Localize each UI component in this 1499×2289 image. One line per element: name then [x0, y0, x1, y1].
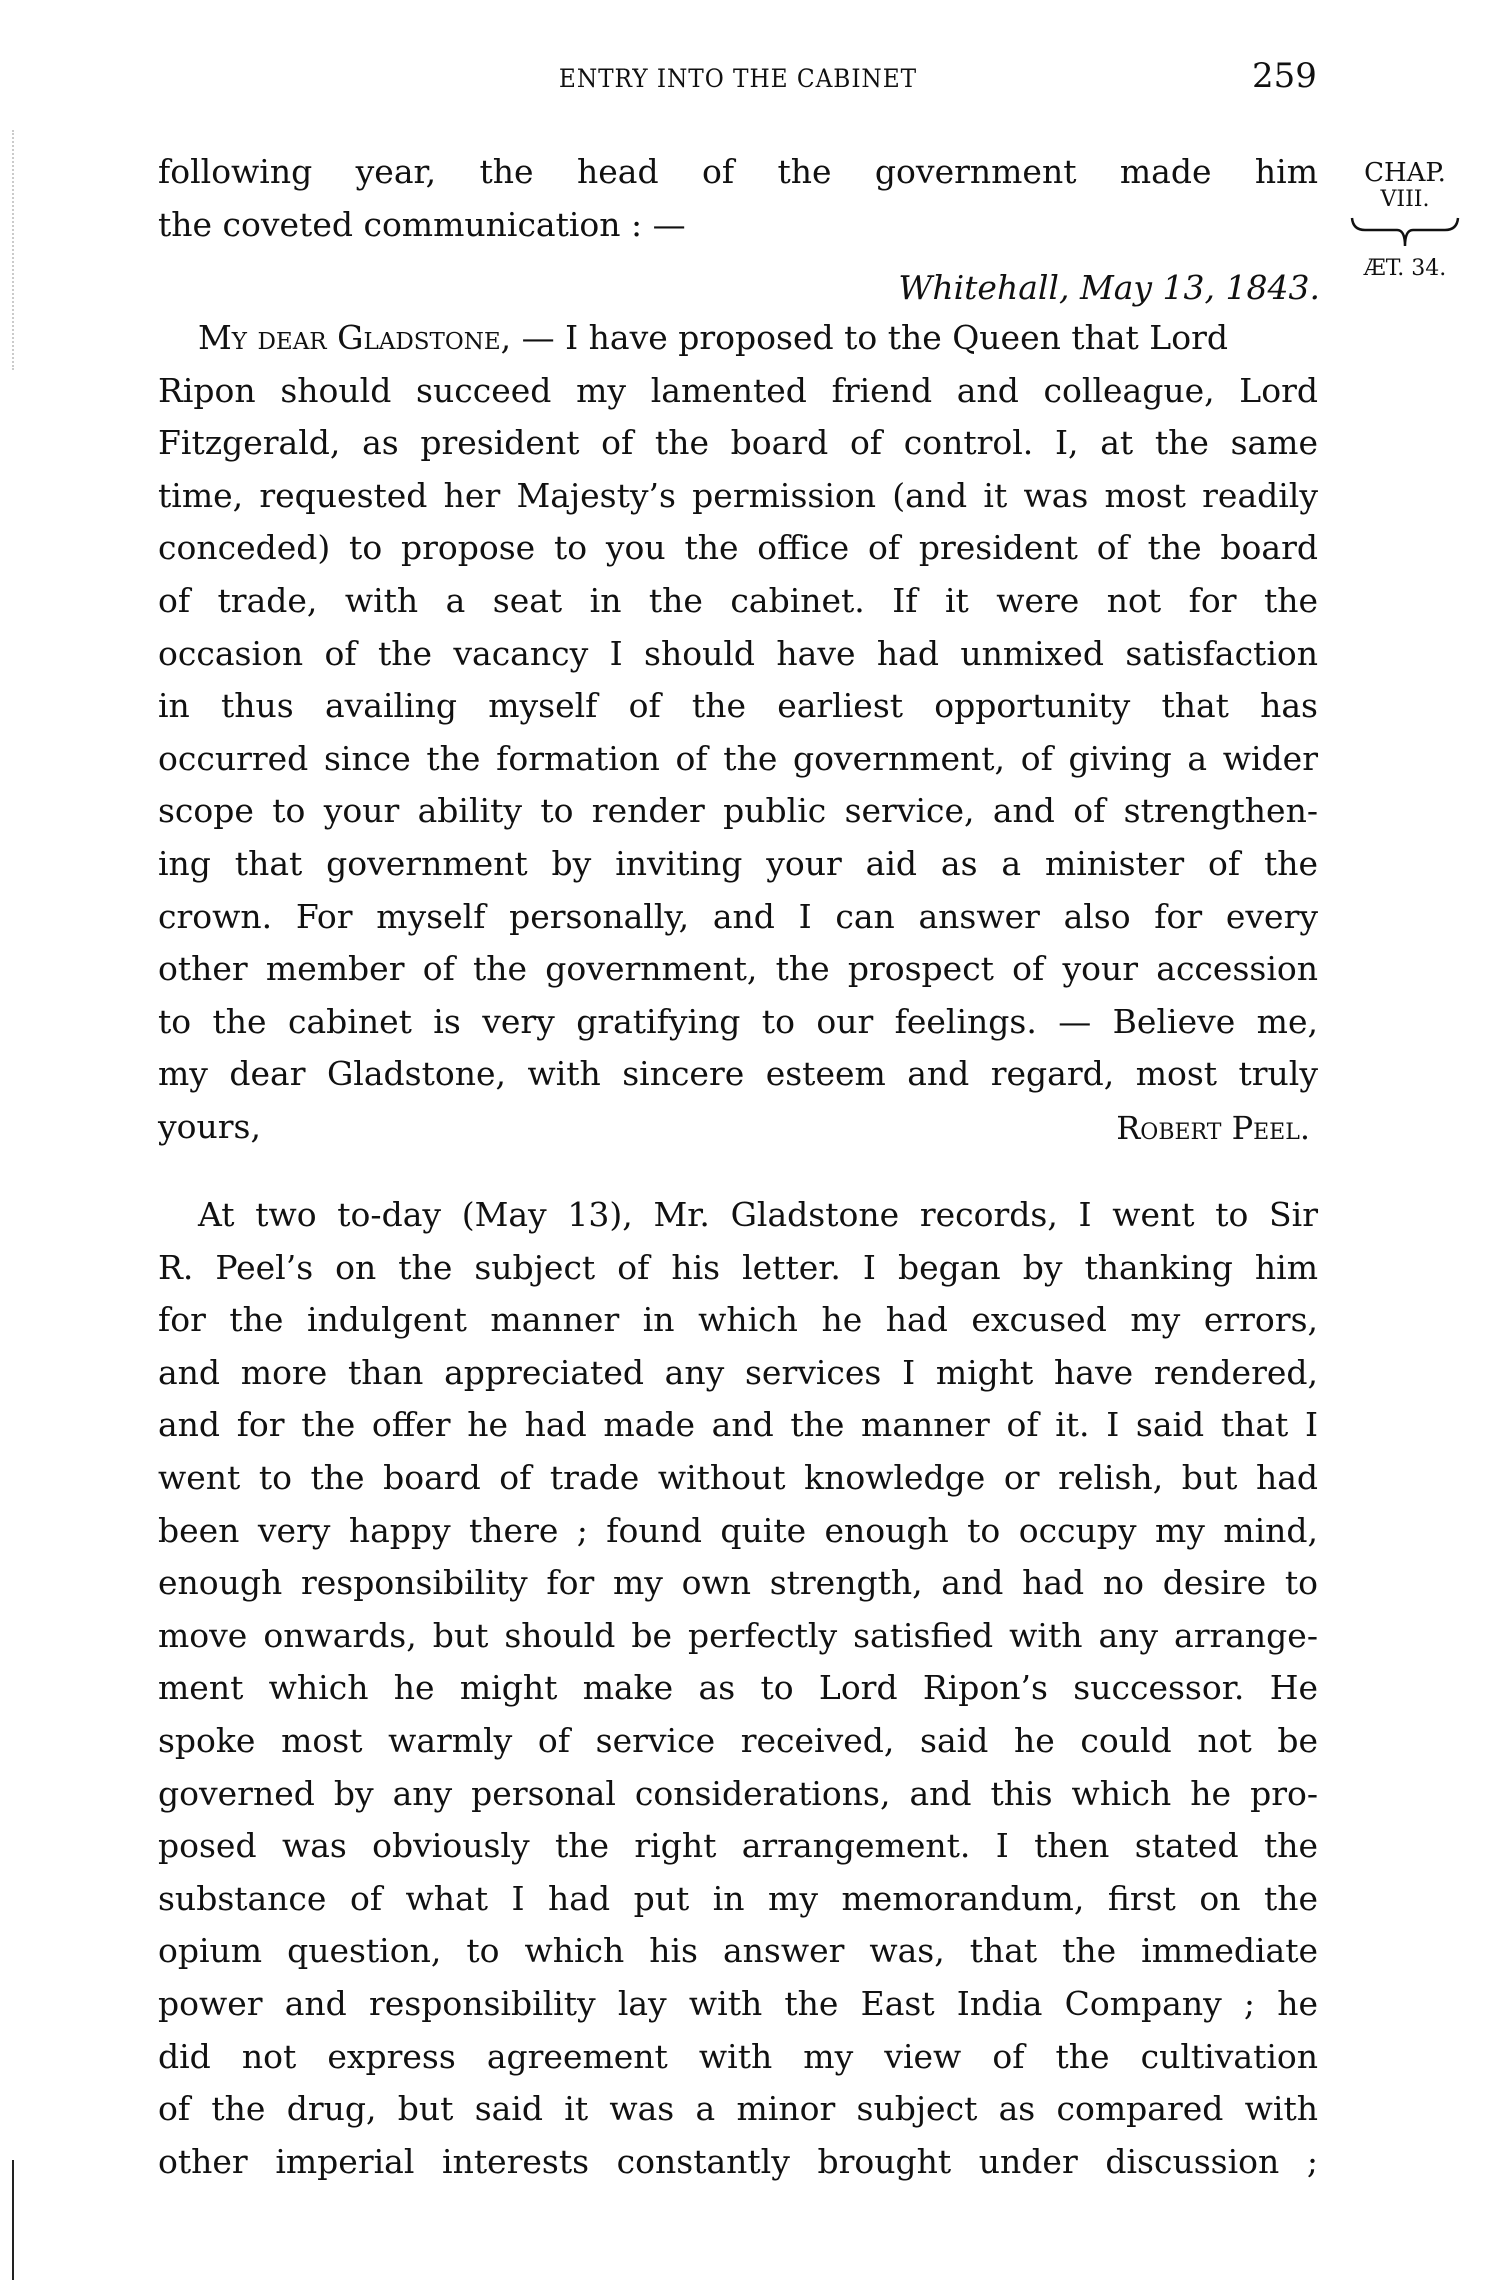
text-line: ment which he might make as to Lord Ripon’s successor. He [158, 1668, 1318, 1708]
text-line: to the cabinet is very gratifying to our feelings. — Believe me, [158, 1001, 1318, 1041]
text-line: opium question, to which his answer was, that the immediate [158, 1931, 1318, 1971]
margin-chapter-label: CHAP. [1364, 158, 1446, 188]
text-line: for the indulgent manner in which he had excused my errors, [158, 1300, 1318, 1340]
running-title: ENTRY INTO THE CABINET [558, 64, 918, 93]
text-line: and more than appreciated any services I might have rendered, [158, 1352, 1318, 1392]
margin-note [1340, 158, 1470, 284]
text-line: power and responsibility lay with the East India Company ; he [158, 1984, 1318, 2023]
text-line: governed by any personal considerations, and this which he pro- [158, 1773, 1318, 1813]
text-line: other imperial interests constantly brought under discussion ; [158, 2141, 1318, 2181]
text-line [198, 312, 1318, 364]
text-line: been very happy there ; found quite enough to occupy my mind, [158, 1510, 1318, 1550]
text-line: in thus availing myself of the earliest opportunity that has [158, 686, 1318, 726]
text-line: other member of the government, the prospect of your accession [158, 949, 1318, 989]
text-line: ing that government by inviting your aid as a minister of the [158, 844, 1318, 883]
text-line: crown. For myself personally, and I can answer also for every [158, 896, 1318, 936]
text-line: substance of what I had put in my memorandum, first on the [158, 1878, 1318, 1918]
letter-dateline: Whitehall, May 13, 1843. [898, 268, 1320, 307]
text-line: occasion of the vacancy I should have had unmixed satisfaction [158, 633, 1318, 673]
letter-salutation: My dear Gladstone, [198, 318, 512, 357]
text-line: following year, the head of the government made him [158, 152, 1318, 191]
page-number: 259 [1252, 56, 1317, 96]
text-line: move onwards, but should be perfectly satisfied with any arrange- [158, 1615, 1318, 1655]
text-line: did not express agreement with my view of the cultivation [158, 2036, 1318, 2076]
page-header [0, 56, 1499, 100]
letter-signature: Robert Peel. [1116, 1109, 1310, 1147]
text-line: conceded) to propose to you the office of president of the board [158, 528, 1318, 568]
text-line: went to the board of trade without knowledge or relish, but had [158, 1458, 1318, 1497]
text-line: yours, [158, 1107, 261, 1146]
text-line: and for the offer he had made and the manner of it. I said that I [158, 1405, 1318, 1445]
text-line: R. Peel’s on the subject of his letter. I began by thanking him [158, 1247, 1318, 1287]
text-line-content: — I have proposed to the Queen that Lord [511, 318, 1228, 357]
text-line: Ripon should succeed my lamented friend and colleague, Lord [158, 370, 1318, 410]
text-line: the coveted communication : — [158, 204, 686, 244]
text-line: scope to your ability to render public service, and of strengthen- [158, 791, 1318, 831]
brace-icon [1349, 216, 1461, 250]
text-line: my dear Gladstone, with sincere esteem and regard, most truly [158, 1054, 1318, 1094]
margin-chapter-number: VIII. [1380, 187, 1430, 212]
text-line: time, requested her Majesty’s permission (and it was most readily [158, 475, 1318, 515]
scan-artifact-line [12, 2160, 17, 2280]
text-line: posed was obviously the right arrangement. I then stated the [158, 1826, 1318, 1866]
text-line: At two to-day (May 13), Mr. Gladstone records, I went to Sir [198, 1195, 1318, 1234]
text-line: of trade, with a seat in the cabinet. If it were not for the [158, 581, 1318, 620]
text-line: of the drug, but said it was a minor subject as compared with [158, 2089, 1318, 2129]
text-line: Fitzgerald, as president of the board of control. I, at the same [158, 423, 1318, 463]
text-line: enough responsibility for my own strength, and had no desire to [158, 1563, 1318, 1603]
margin-age: ÆT. 34. [1363, 256, 1447, 281]
text-line: occurred since the formation of the government, of giving a wider [158, 738, 1318, 778]
scan-artifact [12, 130, 17, 370]
text-line: spoke most warmly of service received, said he could not be [158, 1721, 1318, 1760]
